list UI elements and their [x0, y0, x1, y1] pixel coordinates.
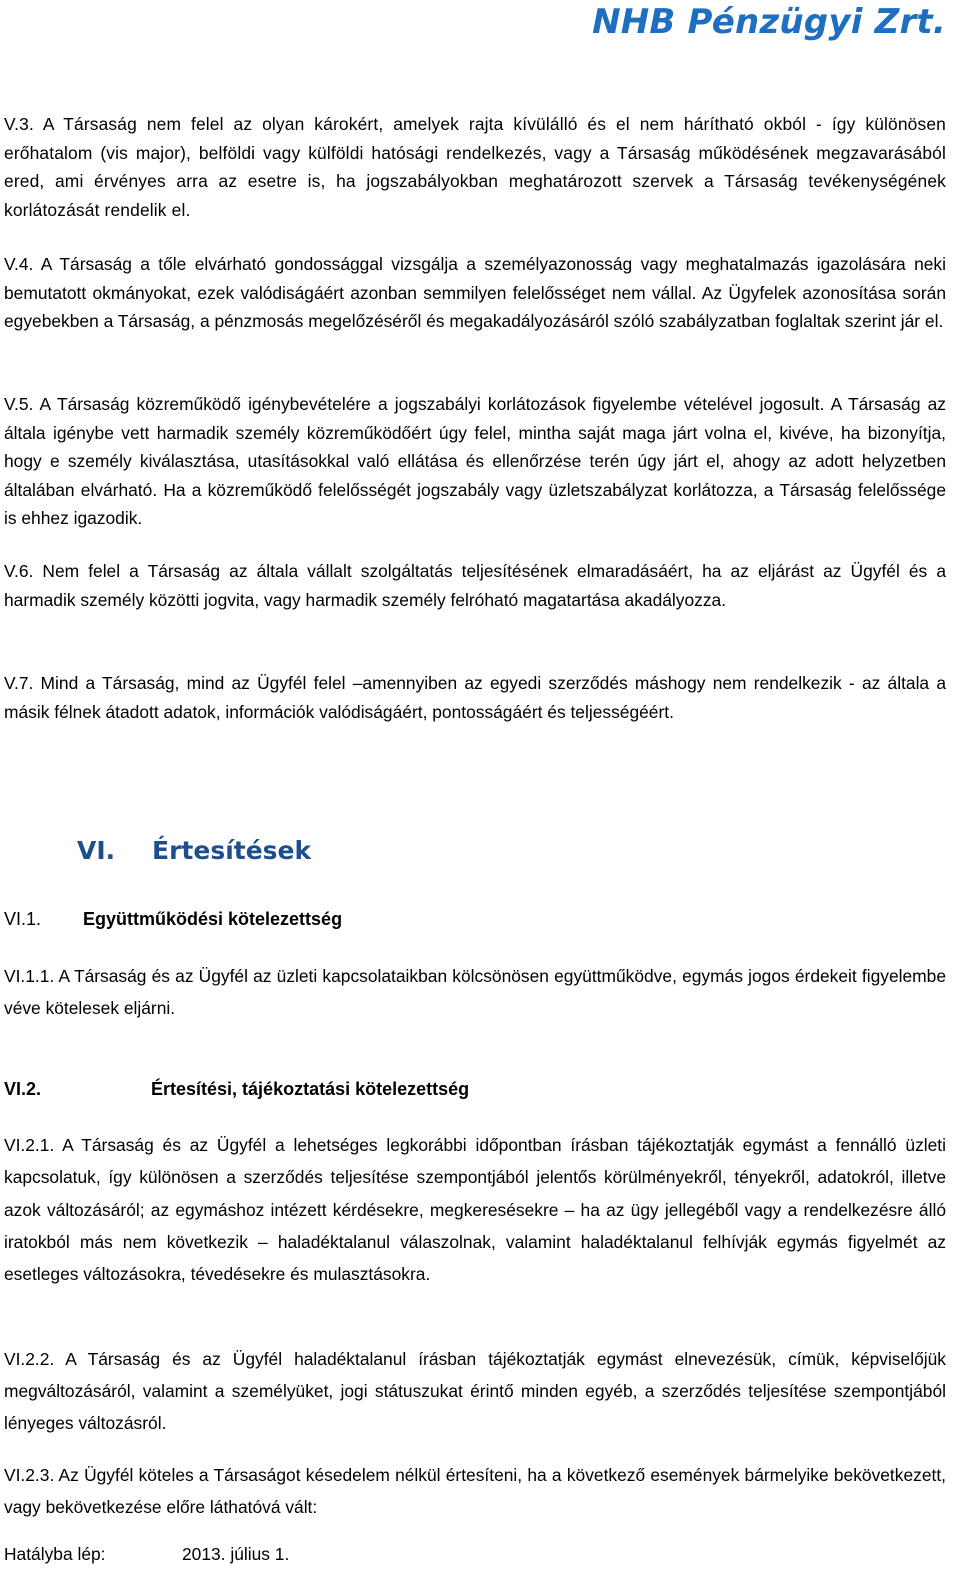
effective-date-line — [4, 1544, 289, 1565]
section-title-vi1: Együttműködési kötelezettség — [83, 909, 343, 929]
paragraph-v6: V.6. Nem felel a Társaság az általa vállalt szolgáltatás teljesítésének elmaradásáért, ha az eljárást az Ügyfél és a harmadik személy közötti jogvita, vagy harmadik személy felróható magatartása akadályozza. — [4, 561, 946, 610]
company-header: NHB Pénzügyi Zrt. — [592, 2, 946, 42]
chapter-number: VI. — [77, 836, 116, 865]
effective-date-value: 2013. július 1. — [182, 1544, 290, 1564]
paragraph-vi21: VI.2.1. A Társaság és az Ügyfél a lehetséges legkorábbi időpontban írásban tájékoztatják egymást a fennálló üzleti kapcsolatuk, így különösen a szerződés teljesítése szempontjából jelentős körülményekről, tényekről, adatokról, illetve azok változásáról; az egymáshoz intézett kérdésekre, megkeresésekre – ha az ügy jellegéből vagy a rendelkezésre álló iratokból más nem következik – haladéktalanul válaszolnak, valamint haladéktalanul felhívják egymás figyelmét az esetleges változásokra, tévedésekre és mulasztásokra. — [4, 1135, 946, 1285]
paragraph-vi23: VI.2.3. Az Ügyfél köteles a Társaságot késedelem nélkül értesíteni, ha a következő események bármelyike bekövetkezett, vagy bekövetkezése előre láthatóvá vált: — [4, 1465, 946, 1517]
paragraph-vi11: VI.1.1. A Társaság és az Ügyfél az üzleti kapcsolataikban kölcsönösen együttműködve, egymás jogos érdekeit figyelembe véve kötelesek eljárni. — [4, 966, 946, 1018]
paragraph-v7: V.7. Mind a Társaság, mind az Ügyfél felel –amennyiben az egyedi szerződés máshogy nem rendelkezik - az általa a másik félnek átadott adatok, információk valódiságáért, pontosságáért és teljességéért. — [4, 673, 946, 722]
effective-date-label: Hatályba lép: — [4, 1544, 106, 1564]
section-number-vi2: VI.2. — [4, 1079, 42, 1099]
paragraph-v5: V.5. A Társaság közreműködő igénybevételére a jogszabályi korlátozások figyelembe vételével jogosult. A Társaság az általa igénybe vett harmadik személy közreműködőért úgy felel, mintha saját maga járt volna el, kivéve, ha bizonyítja, hogy e személy kiválasztása, utasításokkal való ellátása és ellenőrzése terén úgy járt el, ahogy az adott helyzetben általában elvárható. Ha a közreműködő felelősségét jogszabály vagy üzletszabályzat korlátozza, a Társaság felelőssége is ehhez igazodik. — [4, 394, 946, 529]
chapter-heading — [77, 836, 311, 865]
chapter-title: Értesítések — [152, 836, 312, 865]
section-title-vi2: Értesítési, tájékoztatási kötelezettség — [151, 1079, 470, 1099]
paragraph-v3: V.3. A Társaság nem felel az olyan károkért, amelyek rajta kívülálló és el nem hárítható okból - így különösen erőhatalom (vis major), belföldi vagy külföldi hatósági rendelkezés, vagy a Társaság működésének megzavarásából ered, ami érvényes arra az esetre is, ha jogszabályokban meghatározott szervek a Társaság tevékenységének korlátozását rendelik el. — [4, 114, 946, 220]
paragraph-vi22: VI.2.2. A Társaság és az Ügyfél haladéktalanul írásban tájékoztatják egymást elnevezésük, címük, képviselőjük megváltozásáról, valamint a személyüket, jogi státuszukat érintő minden egyéb, a szerződés teljesítése szempontjából lényeges változásról. — [4, 1349, 946, 1433]
paragraph-v4: V.4. A Társaság a tőle elvárható gondossággal vizsgálja a személyazonosság vagy meghatalmazás igazolására neki bemutatott okmányokat, ezek valódiságáért azonban semmilyen felelősséget nem vállal. Az Ügyfelek azonosítása során egyebekben a Társaság, a pénzmosás megelőzéséről és megakadályozásáról szóló szabályzatban foglaltak szerint jár el. — [4, 254, 946, 332]
section-number-vi1: VI.1. — [4, 909, 42, 929]
